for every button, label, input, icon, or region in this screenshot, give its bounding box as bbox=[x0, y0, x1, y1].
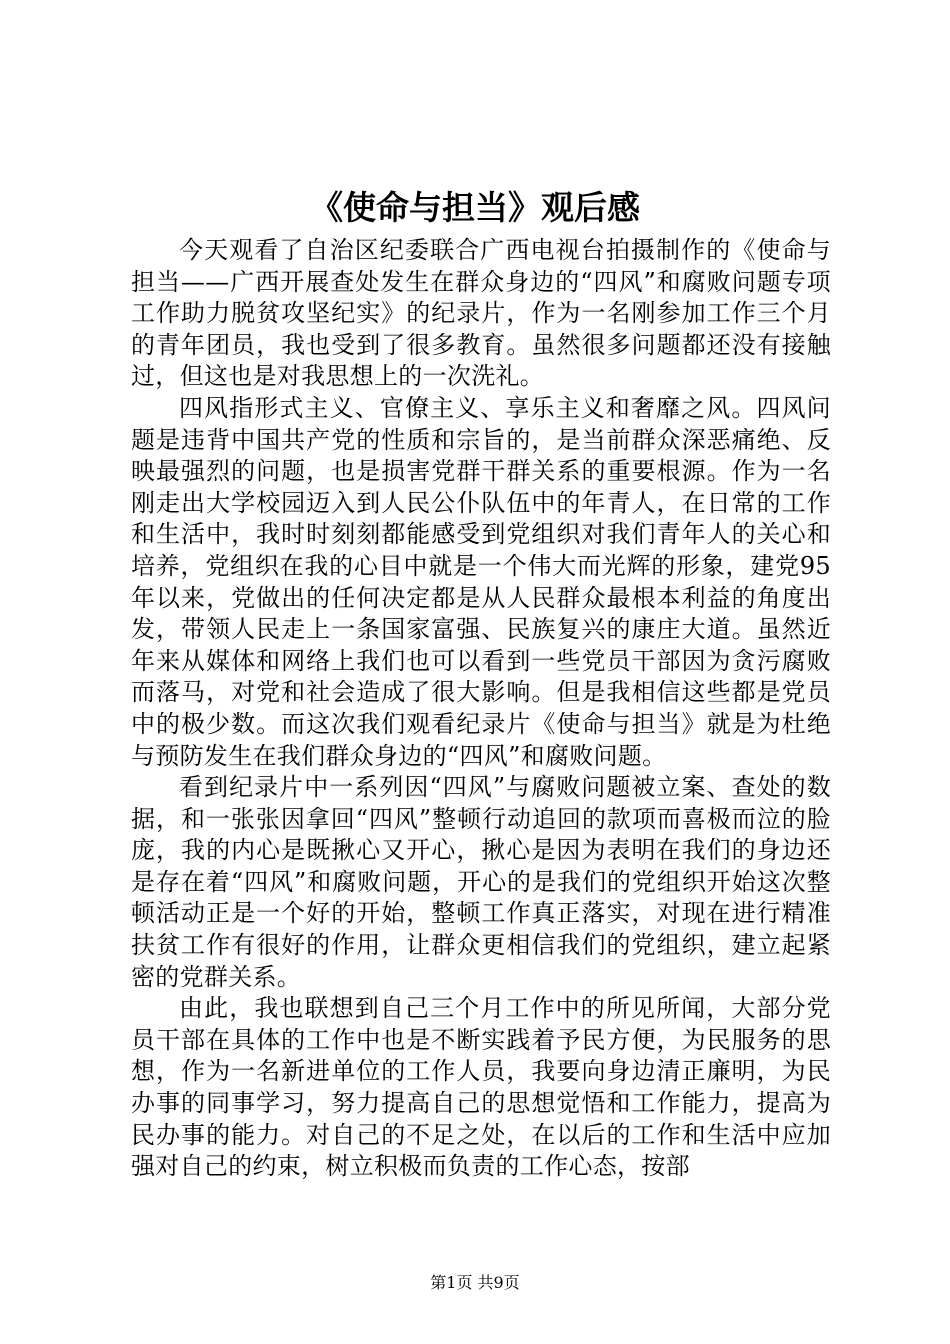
paragraph-1: 今天观看了自治区纪委联合广西电视台拍摄制作的《使命与担当——广西开展查处发生在群众身边的“四风”和腐败问题专项工作助力脱贫攻坚纪实》的纪录片，作为一名刚参加工作三个月的青年团员，我也受到了很多教育。虽然很多问题都还没有接触过，但这也是对我思想上的一次洗礼。 bbox=[131, 236, 831, 391]
document-title: 《使命与担当》观后感 bbox=[310, 188, 640, 227]
document-body bbox=[131, 235, 831, 1183]
paragraph-2: 四风指形式主义、官僚主义、享乐主义和奢靡之风。四风问题是违背中国共产党的性质和宗旨的，是当前群众深恶痛绝、反映最强烈的问题，也是损害党群干群关系的重要根源。作为一名刚走出大学校园迈入到人民公仆队伍中的年青人，在日常的工作和生活中，我时时刻刻都能感受到党组织对我们青年人的关心和培养，党组织在我的心目中就是一个伟大而光辉的形象，建党95年以来，党做出的任何决定都是从人民群众最根本利益的角度出发，带领人民走上一条国家富强、民族复兴的康庄大道。虽然近年来从媒体和网络上我们也可以看到一些党员干部因为贪污腐败而落马，对党和社会造成了很大影响。但是我相信这些都是党员中的极少数。而这次我们观看纪录片《使命与担当》就是为杜绝与预防发生在我们群众身边的“四风”和腐败问题。 bbox=[131, 393, 831, 770]
page-number-footer: 第1页 共9页 bbox=[430, 1273, 520, 1292]
paragraph-3: 看到纪录片中一系列因“四风”与腐败问题被立案、查处的数据，和一张张因拿回“四风”整顿行动追回的款项而喜极而泣的脸庞，我的内心是既揪心又开心，揪心是因为表明在我们的身边还是存在着“四风”和腐败问题，开心的是我们的党组织开始这次整顿活动正是一个好的开始，整顿工作真正落实，对现在进行精准扶贫工作有很好的作用，让群众更相信我们的党组织，建立起紧密的党群关系。 bbox=[131, 773, 831, 991]
paragraph-4: 由此，我也联想到自己三个月工作中的所见所闻，大部分党员干部在具体的工作中也是不断实践着予民方便，为民服务的思想，作为一名新进单位的工作人员，我要向身边清正廉明，为民办事的同事学习，努力提高自己的思想觉悟和工作能力，提高为民办事的能力。对自己的不足之处，在以后的工作和生活中应加强对自己的约束，树立积极而负责的工作心态，按部 bbox=[131, 994, 831, 1181]
